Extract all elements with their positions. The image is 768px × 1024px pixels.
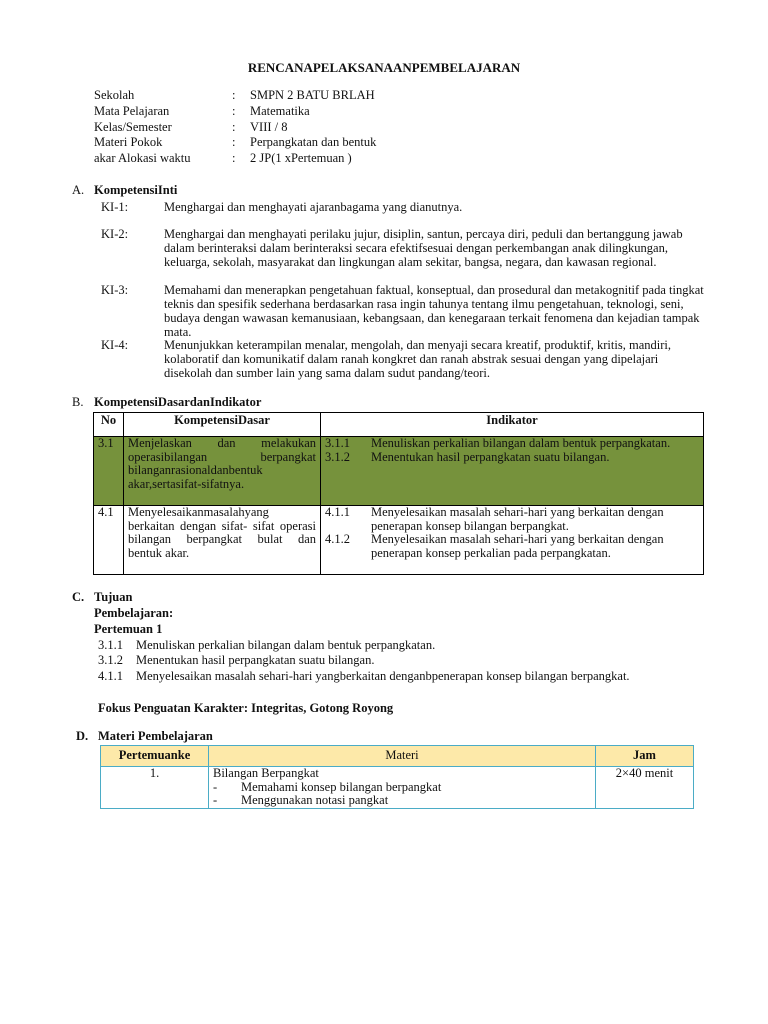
- info-label: Mata Pelajaran: [94, 104, 170, 118]
- section-c-title-line1: Tujuan: [94, 590, 133, 604]
- info-label: akar Alokasi waktu: [94, 151, 191, 165]
- tujuan-num: 3.1.1: [98, 638, 123, 652]
- table-row: [94, 437, 704, 506]
- tujuan-text: Menuliskan perkalian bilangan dalam bentuk perpangkatan.: [136, 638, 436, 652]
- header-indikator: Indikator: [321, 413, 704, 437]
- info-colon: :: [232, 135, 236, 149]
- header-no: No: [94, 413, 124, 437]
- indicator-text: Menuliskan perkalian bilangan dalam bentuk perpangkatan.: [371, 436, 671, 450]
- indicator-num: 4.1.2: [325, 532, 350, 546]
- info-value: SMPN 2 BATU BRLAH: [250, 88, 375, 102]
- info-value: Matematika: [250, 104, 310, 118]
- row-indikator: [321, 437, 704, 506]
- indicator-item: [325, 437, 699, 451]
- tujuan-item: [98, 638, 435, 653]
- row-kd: Menjelaskan dan melakukan operasibilangan berpangkat bilanganrasionaldanbentuk akar,sertasifat-sifatnya.: [124, 437, 321, 506]
- header-materi: Materi: [209, 746, 596, 767]
- row-no: 4.1: [94, 506, 124, 575]
- info-colon: :: [232, 151, 236, 165]
- row-jam: 2×40 menit: [596, 767, 694, 809]
- row-materi: [209, 767, 596, 809]
- table-row: [94, 506, 704, 575]
- info-value: VIII / 8: [250, 120, 288, 134]
- tujuan-num: 3.1.2: [98, 653, 123, 667]
- focus-character: Fokus Penguatan Karakter: Integritas, Gotong Royong: [98, 701, 394, 715]
- info-label: Sekolah: [94, 88, 135, 102]
- section-c-meeting: Pertemuan 1: [94, 622, 163, 636]
- materi-bullet: [213, 781, 591, 795]
- table-header-row: [94, 413, 704, 437]
- ki-text: Menunjukkan keterampilan menalar, mengolah, dan menyaji secara kreatif, produktif, kritis, mandiri, kolaboratif dan komunikatif dalam ranah kongkret dan ranah abstrak sesuai dengan yang dipelajari disekolah dan sumber lain yang sama dalam sudut pandang/teori.: [164, 338, 671, 380]
- section-a-letter: A.: [72, 183, 85, 197]
- indicator-num: 3.1.1: [325, 436, 350, 450]
- info-label: Kelas/Semester: [94, 120, 172, 134]
- section-b-title: KompetensiDasardanIndikator: [94, 395, 262, 409]
- bullet-dash: -: [213, 793, 218, 807]
- info-colon: :: [232, 88, 236, 102]
- bullet-dash: -: [213, 779, 218, 794]
- indicator-item: [325, 506, 699, 533]
- header-jam: Jam: [596, 746, 694, 767]
- ki-text: Menghargai dan menghayati ajaranbagama yang dianutnya.: [164, 200, 463, 214]
- header-kd: KompetensiDasar: [124, 413, 321, 437]
- section-b-letter: B.: [72, 395, 84, 409]
- ki-label: KI-2:: [101, 227, 129, 241]
- indicator-item: [325, 451, 699, 465]
- materi-title: Bilangan Berpangkat: [213, 766, 319, 780]
- tujuan-num: 4.1.1: [98, 669, 123, 683]
- materi-bullet: [213, 794, 591, 808]
- ki-text: Menghargai dan menghayati perilaku jujur, disiplin, santun, percaya diri, peduli dan bertanggung jawab dalam berinteraksi dalam berinteraksi secara efektifsesuai dengan perkembangan anak dilingkungan, keluarga, sekolah, masyarakat dan lingkungan alam sekitar, bangsa, negara, dan kawasan regional.: [164, 227, 683, 269]
- indicator-text: Menyelesaikan masalah sehari-hari yang berkaitan dengan penerapan konsep bilangan berpangkat.: [371, 505, 664, 533]
- header-pertemuan: Pertemuanke: [101, 746, 209, 767]
- info-label: Materi Pokok: [94, 135, 163, 149]
- ki-label: KI-1:: [101, 200, 129, 214]
- bullet-text: Menggunakan notasi pangkat: [241, 793, 389, 807]
- ki-text: Memahami dan menerapkan pengetahuan faktual, konseptual, dan prosedural dan metakognitif pada tingkat teknis dan spesifik sederhana berdasarkan rasa ingin tahunya tentang ilmu pengetahuan, teknologi, seni, budaya dengan wawasan kemanusiaan, kebangsaan, dan kenegaraan terkait fenomena dan kejadian tampak mata.: [164, 283, 704, 339]
- table-row: [101, 767, 694, 809]
- row-kd: Menyelesaikanmasalahyang berkaitan dengan sifat- sifat operasi bilangan berpangkat bulat dan bentuk akar.: [124, 506, 321, 575]
- tujuan-item: [98, 653, 374, 668]
- ki-label: KI-4:: [101, 338, 129, 352]
- kd-indikator-table: [93, 412, 704, 575]
- section-d-title: Materi Pembelajaran: [98, 729, 213, 743]
- row-meeting: 1.: [101, 767, 209, 809]
- indicator-text: Menentukan hasil perpangkatan suatu bilangan.: [371, 449, 610, 464]
- info-value: 2 JP(1 xPertemuan ): [250, 151, 352, 165]
- document-title: RENCANAPELAKSANAANPEMBELAJARAN: [247, 60, 521, 75]
- bullet-text: Memahami konsep bilangan berpangkat: [241, 779, 442, 794]
- tujuan-text: Menentukan hasil perpangkatan suatu bilangan.: [136, 653, 375, 667]
- row-no: 3.1: [94, 437, 124, 506]
- row-indikator: [321, 506, 704, 575]
- section-c-letter: C.: [72, 590, 85, 604]
- table-header-row: [101, 746, 694, 767]
- ki-label: KI-3:: [101, 283, 129, 297]
- info-colon: :: [232, 104, 236, 118]
- tujuan-text: Menyelesaikan masalah sehari-hari yangberkaitan denganbpenerapan konsep bilangan berpangkat.: [136, 669, 630, 683]
- indicator-num: 3.1.2: [325, 449, 350, 464]
- section-d-letter: D.: [76, 729, 89, 743]
- indicator-item: [325, 533, 699, 560]
- tujuan-item: [98, 669, 630, 684]
- indicator-num: 4.1.1: [325, 505, 350, 519]
- materi-table: [100, 745, 694, 809]
- section-a-title: KompetensiInti: [94, 183, 178, 197]
- info-colon: :: [232, 120, 236, 134]
- indicator-text: Menyelesaikan masalah sehari-hari yang berkaitan dengan penerapan konsep perkalian pada perpangkatan.: [371, 532, 664, 560]
- section-c-title-line2: Pembelajaran:: [94, 606, 174, 620]
- info-value: Perpangkatan dan bentuk: [250, 135, 377, 149]
